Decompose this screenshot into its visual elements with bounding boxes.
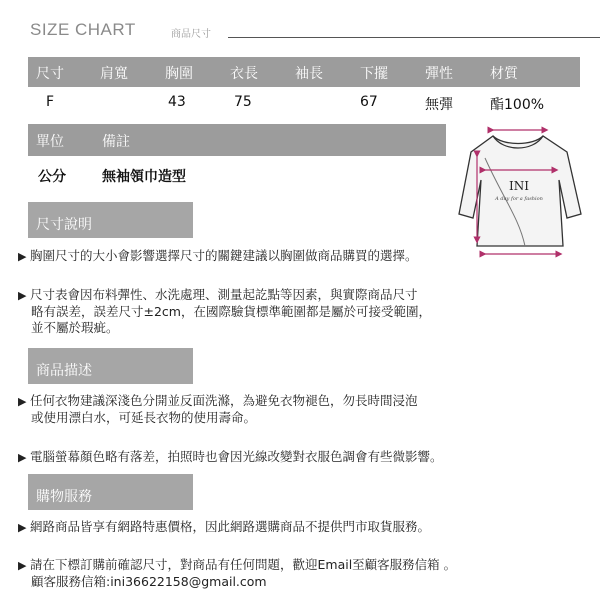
col-unit: 單位 xyxy=(36,134,64,150)
cell-unit: 公分 xyxy=(38,169,66,185)
section-size-note-header xyxy=(28,202,193,238)
unit-table-header xyxy=(28,124,446,156)
cell-length: 75 xyxy=(234,94,252,110)
size-chart-header xyxy=(30,20,580,46)
unit-table-row xyxy=(28,164,446,186)
size-table-row xyxy=(28,92,580,114)
cell-elasticity: 無彈 xyxy=(425,97,453,113)
col-remark: 備註 xyxy=(102,134,130,150)
cell-material: 酯100% xyxy=(490,97,545,113)
size-chart-title: SIZE CHART xyxy=(30,20,136,39)
section-shopping-title: 購物服務 xyxy=(36,489,92,505)
bullet-arrow-icon: ▶ xyxy=(18,521,27,534)
cell-remark: 無袖領巾造型 xyxy=(102,169,186,185)
shopping-item: ▶ 網路商品皆享有網路特惠價格，因此網路選購商品不提供門市取貨服務。 xyxy=(18,519,431,534)
section-description-header xyxy=(28,348,193,384)
bullet-arrow-icon: ▶ xyxy=(18,559,27,572)
garment-measurement-image xyxy=(455,118,585,258)
cell-chest: 43 xyxy=(168,94,186,110)
bullet-arrow-icon: ▶ xyxy=(18,250,27,263)
col-elasticity: 彈性 xyxy=(425,66,453,82)
size-table-header xyxy=(28,57,580,87)
cell-size: F xyxy=(46,94,55,110)
col-material: 材質 xyxy=(490,66,518,82)
garment-tagline: A day for a fashion xyxy=(495,196,543,202)
section-size-note-title: 尺寸說明 xyxy=(36,217,92,233)
col-size: 尺寸 xyxy=(36,66,64,82)
bullet-arrow-icon: ▶ xyxy=(18,289,27,302)
shopping-item: ▶ 請在下標訂購前確認尺寸，對商品有任何問題，歡迎Email至顧客服務信箱 。 顧客服務信箱:ini36622158@gmail.com xyxy=(18,557,457,589)
cell-hem: 67 xyxy=(360,94,378,110)
title-divider xyxy=(228,37,600,38)
description-item: ▶ 電腦螢幕顏色略有落差，拍照時也會因光線改變對衣服色調會有些微影響。 xyxy=(18,449,443,464)
bullet-arrow-icon: ▶ xyxy=(18,451,27,464)
size-note-item: ▶ 胸圍尺寸的大小會影響選擇尺寸的關鍵建議以胸圍做商品購買的選擇。 xyxy=(18,248,418,263)
col-chest: 胸圍 xyxy=(165,66,193,82)
col-length: 衣長 xyxy=(230,66,258,82)
description-item: ▶ 任何衣物建議深淺色分開並反面洗滌，為避免衣物褪色，勿長時間浸泡 或使用漂白水，可延長衣物的使用壽命。 xyxy=(18,393,418,425)
section-description-title: 商品描述 xyxy=(36,363,92,379)
size-note-item: ▶ 尺寸表會因布料彈性、水洗處理、測量起訖點等因素，與實際商品尺寸 略有誤差，誤差尺寸±2cm，在國際驗貨標準範圍都是屬於可接受範圍， 並不屬於瑕疵。 xyxy=(18,287,431,335)
size-chart-subtitle: 商品尺寸 xyxy=(171,29,211,40)
garment-brand-logo: INI xyxy=(509,179,529,193)
section-shopping-header xyxy=(28,474,193,510)
bullet-arrow-icon: ▶ xyxy=(18,395,27,408)
col-shoulder: 肩寬 xyxy=(100,66,128,82)
col-sleeve: 袖長 xyxy=(295,66,323,82)
col-hem: 下擺 xyxy=(360,66,388,82)
